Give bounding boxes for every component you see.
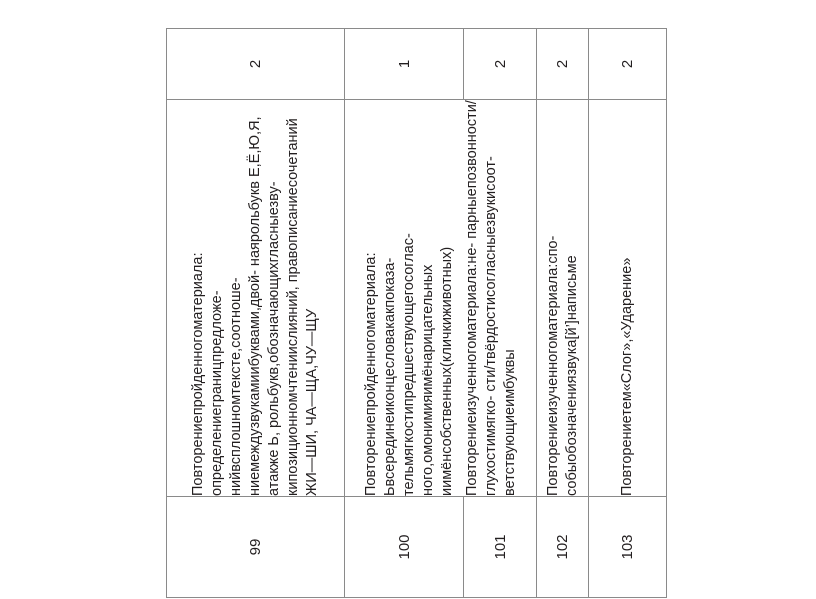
lesson-hours: 2: [537, 29, 589, 100]
lesson-hours-101: 2: [491, 59, 509, 69]
table-row: [589, 29, 667, 598]
table-row: [537, 29, 589, 598]
lesson-hours: 2: [589, 29, 667, 100]
lesson-hours: 2: [167, 29, 345, 100]
lesson-number: 99: [167, 497, 345, 598]
lesson-number: 102: [537, 497, 589, 598]
lesson-number: 103: [589, 497, 667, 598]
rotated-page: [166, 28, 666, 598]
lesson-topic: Повторениепройденногоматериала: определениеграницпредложе- нийвсплошномтексте,соотноше- ниемеждузвукамиибуквами,двой- наярольбукв Е,Ё,Ю,Я, атакже Ь, рольбукв,обозначающихгласныезву- кипозиционномчтениислияний, правописаниесочетаний ЖИ—ШИ, ЧА—ЩА,ЧУ—ЩУ: [167, 100, 345, 497]
lesson-number: [345, 497, 537, 598]
lesson-topic: Повторениетем«Слог»,«Ударение»: [589, 100, 667, 497]
table-row: [345, 29, 537, 598]
lesson-plan-table: [166, 28, 667, 598]
table-row: [167, 29, 345, 598]
lesson-hours-100: 1: [395, 59, 413, 69]
lesson-number-101: 101: [491, 534, 509, 560]
lesson-hours: [345, 29, 537, 100]
lesson-topic-101: Повторениеизученногоматериала:не- парныепозвонности/глухостимягко- сти/твёрдостисогласныезвукисоот- ветствующиеимбуквы: [463, 100, 518, 496]
lesson-topic: Повторениеизученногоматериала:спо- собыобозначениязвука[й’]написьме: [537, 100, 589, 497]
lesson-number-100: 100: [395, 534, 413, 560]
lesson-topic-100: Повторениепройденногоматериала: Ьвсерединеиконцесловакакпоказа- тельмягкостипредшествующегосоглас- ного,омонимияимёнарицательных иимёнсобственных(кличкиживотных): [362, 233, 455, 496]
lesson-topic: [345, 100, 537, 497]
